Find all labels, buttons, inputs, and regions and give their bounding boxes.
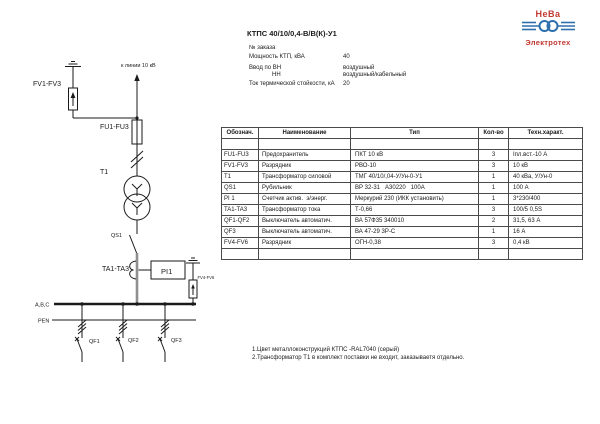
feeder-qf1-symbol <box>75 304 86 362</box>
components-table <box>221 127 583 260</box>
table-cell <box>259 139 351 150</box>
spec-label: Ток термической стойкости, кА <box>249 80 335 87</box>
table-row <box>222 227 583 238</box>
spec-value: 20 <box>343 80 350 87</box>
table-cell <box>479 249 509 260</box>
table-cell: ВА 57Ф35 340010 <box>351 216 479 227</box>
label-qf2: QF2 <box>128 338 139 344</box>
table-cell: 100 А <box>509 183 583 194</box>
spec-label: № заказа <box>249 45 276 51</box>
table-cell: 3 <box>479 150 509 161</box>
table-cell: 1 <box>479 183 509 194</box>
table-cell: Выключатель автоматич. <box>259 216 351 227</box>
table-cell: QF1-QF2 <box>222 216 259 227</box>
table-cell: 16 А <box>509 227 583 238</box>
table-cell: Предохранитель <box>259 150 351 161</box>
table-cell: Разрядник <box>259 161 351 172</box>
table-cell: ВА 47-29 3Р-С <box>351 227 479 238</box>
notes-block <box>252 347 464 362</box>
label-t1: T1 <box>100 169 109 176</box>
table-body <box>222 139 583 260</box>
table-row <box>222 194 583 205</box>
table-cell: 2 <box>479 216 509 227</box>
spec-row-power <box>249 54 509 60</box>
table-cell: Счетчик актив. э/энерг. <box>259 194 351 205</box>
table-cell: 3*230/400 <box>509 194 583 205</box>
spec-row-order <box>249 45 509 51</box>
table-cell: PI 1 <box>222 194 259 205</box>
label-ta1-ta3: TA1-TA3 <box>102 266 129 273</box>
spec-label: Мощность КТП, кВА <box>249 54 305 60</box>
col-header-tech: Техн.характ. <box>509 128 583 139</box>
table-cell: Трансформатор тока <box>259 205 351 216</box>
table-row <box>222 161 583 172</box>
feeder-qf3-symbol <box>158 304 169 362</box>
col-header-designation: Обознач. <box>222 128 259 139</box>
table-cell <box>509 249 583 260</box>
table-cell <box>351 139 479 150</box>
label-qf3: QF3 <box>171 338 182 344</box>
junction-dot <box>135 116 138 119</box>
table-row <box>222 172 583 183</box>
spec-value <box>343 45 509 51</box>
table-cell: 1 <box>479 194 509 205</box>
surge-arrester-hv-symbol <box>69 88 78 110</box>
table-cell: Iпл.вст.-10 А <box>509 150 583 161</box>
note-line: 2.Трансформатор Т1 в комплект поставки не входит, заказываетя отдельно. <box>252 354 465 361</box>
table-cell: Разрядник <box>259 238 351 249</box>
table-cell: FU1-FU3 <box>222 150 259 161</box>
table-cell: Выключатель автоматич. <box>259 227 351 238</box>
table-row <box>222 183 583 194</box>
table-cell <box>351 249 479 260</box>
table-cell <box>222 139 259 150</box>
table-row <box>222 205 583 216</box>
table-cell: РВО-10 <box>351 161 479 172</box>
table-cell: ВР 32-31 А30220 100А <box>351 183 479 194</box>
note-line: 1.Цвет металлоконструкций КТПС -RAL7040 (серый) <box>252 347 400 353</box>
table-cell <box>222 249 259 260</box>
line-arrow-icon <box>134 74 139 81</box>
table-row <box>222 139 583 150</box>
col-header-name: Наименование <box>259 128 351 139</box>
label-qs1: QS1 <box>111 233 123 239</box>
logo-transformer-icon <box>520 19 576 33</box>
table-row <box>222 238 583 249</box>
table-cell: 0,4 кВ <box>509 238 583 249</box>
table-row <box>222 249 583 260</box>
label-abc-bus: A,B,C <box>35 302 50 309</box>
col-header-type: Тип <box>351 128 479 139</box>
ground-icon <box>65 62 81 67</box>
label-fv1-fv3: FV1-FV3 <box>33 81 62 88</box>
spec-value: воздушный/кабельный <box>343 71 407 78</box>
spec-label: НН <box>272 71 281 78</box>
table-cell <box>509 139 583 150</box>
switch-blade-symbol <box>130 235 138 254</box>
label-pen-bus: PEN <box>38 318 50 325</box>
spec-value: воздушный <box>343 64 375 71</box>
table-cell: 3 <box>479 205 509 216</box>
logo-bottom-text: Электротех <box>525 38 571 47</box>
table-cell: Меркурий 230 (ИКК установить) <box>351 194 479 205</box>
table-cell: Т-0,66 <box>351 205 479 216</box>
spec-row-input-lv <box>249 72 509 78</box>
logo-top-text: НеВа <box>535 9 561 19</box>
table-cell: 31,5, 63 А <box>509 216 583 227</box>
table-cell: T1 <box>222 172 259 183</box>
table-header-row <box>222 128 583 139</box>
schematic-diagram <box>0 0 220 400</box>
table-cell: TA1-TA3 <box>222 205 259 216</box>
table-cell: FV4-FV6 <box>222 238 259 249</box>
spec-value: 40 <box>343 54 350 60</box>
label-qf1: QF1 <box>89 339 100 345</box>
label-pi1: PI1 <box>161 267 173 276</box>
table-cell: 1 <box>479 172 509 183</box>
label-fu1-fu3: FU1-FU3 <box>100 124 129 131</box>
table-cell: 40 кВа, У/Ун-0 <box>509 172 583 183</box>
table-cell: 3 <box>479 161 509 172</box>
transformer-symbol <box>124 176 150 220</box>
col-header-qty: Кол-во <box>479 128 509 139</box>
table-cell: Рубильник <box>259 183 351 194</box>
table-cell <box>259 249 351 260</box>
table-cell: 100/5 0,5S <box>509 205 583 216</box>
ground-icon-lv <box>186 258 200 263</box>
surge-arrester-lv-symbol <box>189 263 197 303</box>
feeder-qf2-symbol <box>116 304 127 362</box>
table-cell: ОГН-0,38 <box>351 238 479 249</box>
table-cell: 1 <box>479 227 509 238</box>
label-fv4-fv6: FV4-FV6 <box>197 275 215 280</box>
company-logo <box>514 9 582 47</box>
table-row <box>222 216 583 227</box>
table-cell: 3 <box>479 238 509 249</box>
spec-label: Ввод по ВН <box>249 64 282 71</box>
page-title: КТПС 40/10/0,4-В/В(К)-У1 <box>247 29 337 38</box>
table-cell: 10 кВ <box>509 161 583 172</box>
spec-row-input-hv <box>249 65 509 71</box>
table-cell: ТМГ 40/10/,04-У/Ун-0-У1 <box>351 172 479 183</box>
table-cell <box>479 139 509 150</box>
table-cell: QS1 <box>222 183 259 194</box>
table-cell: ПКТ 10 кВ <box>351 150 479 161</box>
table-cell: FV1-FV3 <box>222 161 259 172</box>
current-transformer-symbol <box>130 261 136 279</box>
spec-row-thermal <box>249 81 509 87</box>
table-cell: QF3 <box>222 227 259 238</box>
label-line-10kv: к линии 10 кВ <box>121 63 156 69</box>
table-row <box>222 150 583 161</box>
table-cell: Трансформатор силовой <box>259 172 351 183</box>
